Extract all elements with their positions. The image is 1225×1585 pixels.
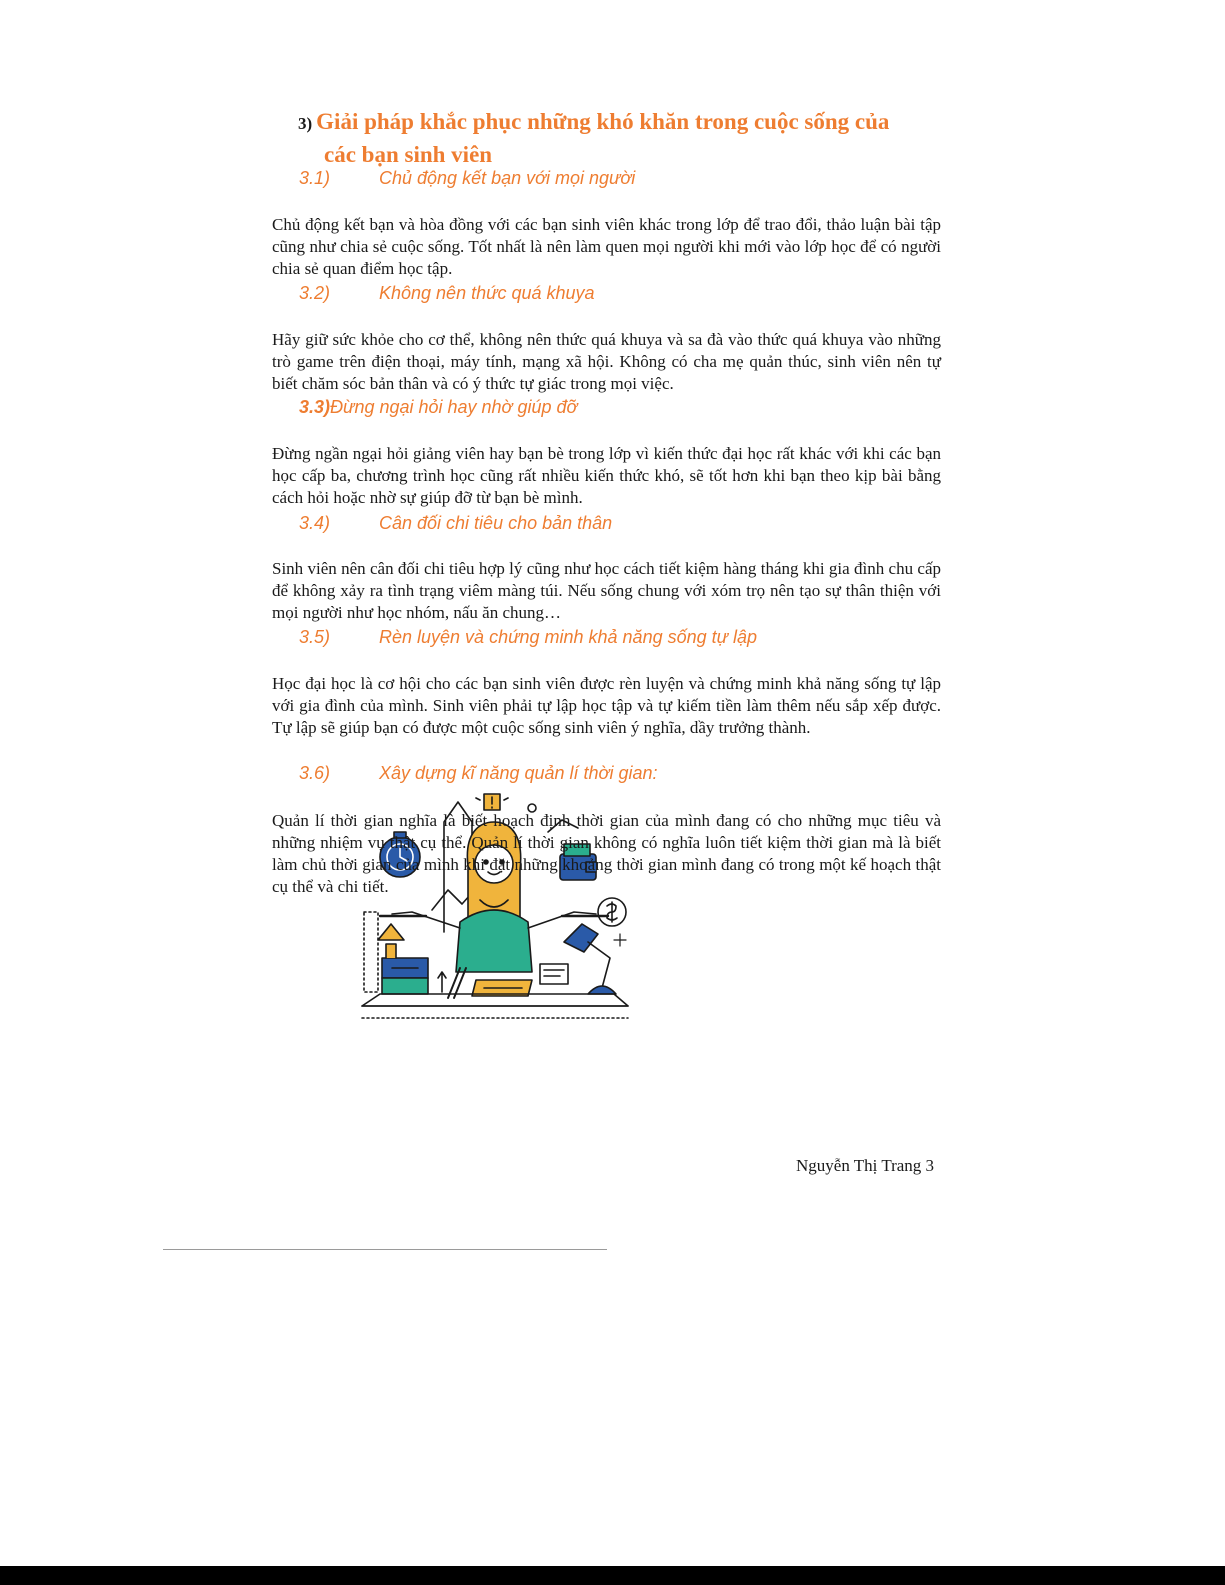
subheading-3-5 bbox=[299, 627, 757, 648]
subheading-3-1 bbox=[299, 168, 635, 189]
paragraph-3-1: Chủ động kết bạn và hòa đồng với các bạn sinh viên khác trong lớp để trao đổi, thảo luận bài tập cũng như chia sẻ cuộc sống. Tốt nhất là nên làm quen mọi người khi mới vào lớp học để có người chia sẻ quan điểm học tập. bbox=[272, 215, 941, 278]
section-heading-line2: các bạn sinh viên bbox=[324, 142, 493, 167]
subheading-title: Đừng ngại hỏi hay nhờ giúp đỡ bbox=[330, 397, 578, 417]
bottom-bar bbox=[0, 1566, 1225, 1585]
paragraph-3-6: Quản lí thời gian nghĩa là biết hoạch định thời gian của mình đang có cho những mục tiêu và những nhiệm vụ thật cụ thể. Quản lí thời gian không có nghĩa luôn tiết kiệm thời gian mà là biết làm chủ thời gian của mình khi đặt những khoảng thời gian mình đang có trong một kế hoạch thật cụ thể và chi tiết. bbox=[272, 811, 941, 896]
subheading-title: Xây dựng kĩ năng quản lí thời gian: bbox=[379, 763, 658, 783]
subheading-number: 3.4) bbox=[299, 513, 331, 533]
section-heading-number: 3) bbox=[298, 114, 313, 133]
footnote-separator bbox=[163, 1249, 607, 1250]
subheading-3-6 bbox=[299, 763, 657, 784]
lamp-icon bbox=[564, 924, 598, 952]
subheading-title: Rèn luyện và chứng minh khả năng sống tự lập bbox=[379, 627, 758, 647]
section-heading-line1: Giải pháp khắc phục những khó khăn trong cuộc sống của bbox=[316, 109, 890, 134]
subheading-title: Không nên thức quá khuya bbox=[379, 283, 595, 303]
paragraph-3-2: Hãy giữ sức khỏe cho cơ thể, không nên thức quá khuya và sa đà vào thức quá khuya vào những trò game trên điện thoại, máy tính, mạng xã hội. Không có cha mẹ quản thúc, sinh viên nên tự biết chăm sóc bản thân và có ý thức tự giác trong mọi việc. bbox=[272, 330, 941, 393]
section-heading bbox=[298, 106, 958, 170]
subheading-3-4 bbox=[299, 513, 612, 534]
subheading-3-3 bbox=[299, 397, 577, 418]
paragraph-3-4: Sinh viên nên cân đối chi tiêu hợp lý cũng như học cách tiết kiệm hàng tháng khi gia đình chu cấp để không xảy ra tình trạng viêm màng túi. Nếu sống chung với xóm trọ nên tạo sự thân thiện với mọi người như học nhóm, nấu ăn chung… bbox=[272, 559, 941, 622]
subheading-number: 3.1) bbox=[299, 168, 331, 188]
subheading-number: 3.5) bbox=[299, 627, 331, 647]
subheading-number: 3.3) bbox=[299, 397, 331, 417]
paragraph-3-5: Học đại học là cơ hội cho các bạn sinh viên được rèn luyện và chứng minh khả năng sống tự lập với gia đình của mình. Sinh viên phải tự lập học tập và tự kiếm tiền làm thêm nếu sắp xếp được. Tự lập sẽ giúp bạn có được một cuộc sống sinh viên ý nghĩa, dầy trưởng thành. bbox=[272, 674, 941, 737]
paragraph-3-3: Đừng ngần ngại hỏi giảng viên hay bạn bè trong lớp vì kiến thức đại học rất khác với khi các bạn học cấp ba, chương trình học cũng rất nhiều kiến thức khó, sẽ tốt hơn khi bạn theo kịp bài bằng cách hỏi hoặc nhờ sự giúp đỡ từ bạn bè mình. bbox=[272, 444, 941, 507]
subheading-number: 3.2) bbox=[299, 283, 331, 303]
subheading-title: Chủ động kết bạn với mọi người bbox=[379, 168, 636, 188]
subheading-number: 3.6) bbox=[299, 763, 331, 783]
footer-author-page: Nguyễn Thị Trang 3 bbox=[796, 1156, 935, 1175]
subheading-title: Cân đối chi tiêu cho bản thân bbox=[379, 513, 613, 533]
subheading-3-2 bbox=[299, 283, 595, 304]
